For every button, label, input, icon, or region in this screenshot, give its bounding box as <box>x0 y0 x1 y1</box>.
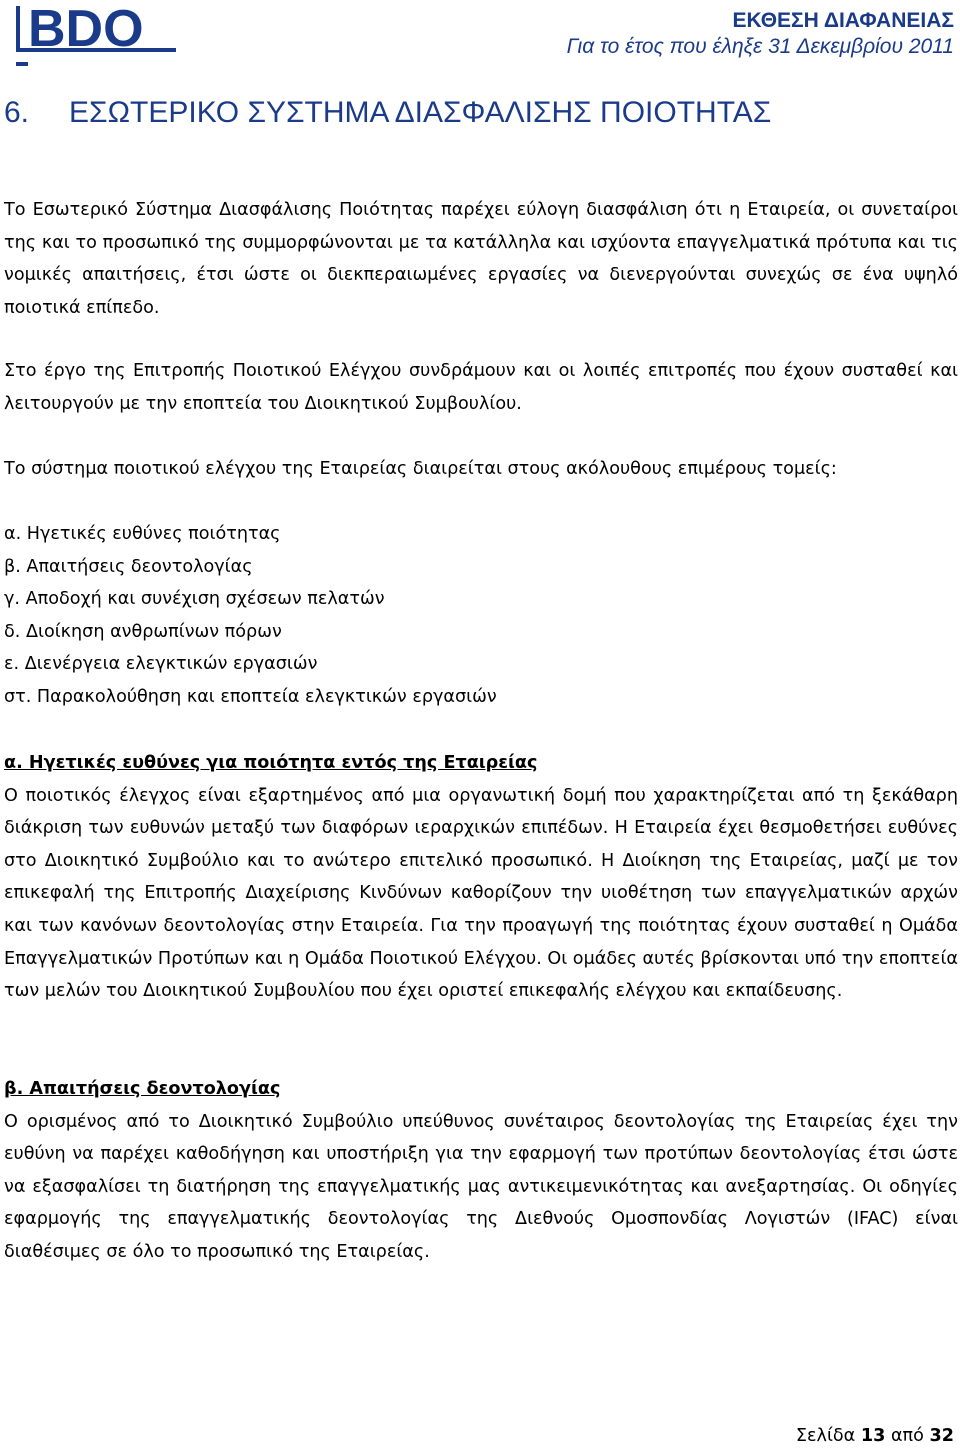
section-title: ΕΣΩΤΕΡΙΚΟ ΣΥΣΤΗΜΑ ΔΙΑΣΦΑΛΙΣΗΣ ΠΟΙΟΤΗΤΑΣ <box>69 96 772 129</box>
sectors-intro-paragraph <box>4 453 958 486</box>
subsection-heading: β. Απαιτήσεις δεοντολογίας <box>4 1079 281 1099</box>
section-heading <box>4 96 771 130</box>
subsection-leadership <box>4 747 958 1008</box>
intro-paragraph <box>4 194 958 324</box>
subsection-ethics <box>4 1073 958 1269</box>
logo-text: BDO <box>28 0 144 58</box>
logo-bracket-foot <box>16 62 28 66</box>
page-label: Σελίδα <box>795 1426 856 1446</box>
page-footer <box>796 1424 954 1448</box>
bdo-logo <box>2 0 182 68</box>
of-label: από <box>890 1426 924 1446</box>
total-pages: 32 <box>929 1426 954 1446</box>
subsection-heading: α. Ηγετικές ευθύνες για ποιότητα εντός της Εταιρείας <box>4 753 538 773</box>
committee-paragraph <box>4 355 958 420</box>
report-period: Για το έτος που έληξε 31 Δεκεμβρίου 2011 <box>566 35 954 58</box>
section-number: 6. <box>4 96 30 129</box>
sector-list <box>4 518 958 714</box>
paragraph-text: Το Εσωτερικό Σύστημα Διασφάλισης Ποιότητας παρέχει εύλογη διασφάλιση ότι η Εταιρεία, οι συνεταίροι της και το προσωπικό της συμμορφώνονται με τα κατάλληλα και ισχύοντα επαγγελματικά πρότυπα και τις νομικές απαιτήσεις, έτσι ώστε οι διεκπεραιωμένες εργασίες να διενεργούνται συνεχώς σε ένα υψηλό ποιοτικά επίπεδο. <box>4 200 958 318</box>
subsection-text: Ο ποιοτικός έλεγχος είναι εξαρτημένος από μια οργανωτική δομή που χαρακτηρίζεται από τη ξεκάθαρη διάκριση των ευθυνών μεταξύ των διαφόρων ιεραρχικών επιπέδων. Η Εταιρεία έχει θεσμοθετήσει ευθύνες στο Διοικητικό Συμβούλιο και το ανώτερο επιτελικό προσωπικό. Η Διοίκηση της Εταιρείας, μαζί με τον επικεφαλή της Επιτροπής Διαχείρισης Κινδύνων καθορίζουν την υιοθέτηση των επαγγελματικών αρχών και των κανόνων δεοντολογίας στην Εταιρεία. Για την προαγωγή της ποιότητας έχουν συσταθεί η Ομάδα Επαγγελματικών Προτύπων και η Ομάδα Ποιοτικού Ελέγχου. Οι ομάδες αυτές βρίσκονται υπό την εποπτεία των μελών του Διοικητικού Συμβουλίου που έχει οριστεί επικεφαλής ελέγχου και εκπαίδευσης. <box>4 785 958 1002</box>
logo-bracket-bar <box>16 6 20 52</box>
list-item: α. Ηγετικές ευθύνες ποιότητας <box>4 524 281 544</box>
paragraph-text: Στο έργο της Επιτροπής Ποιοτικού Ελέγχου συνδράμουν και οι λοιπές επιτροπές που έχουν συσταθεί και λειτουργούν με την εποπτεία του Διοικητικού Συμβουλίου. <box>4 361 958 414</box>
list-item: ε. Διενέργεια ελεγκτικών εργασιών <box>4 654 318 675</box>
page-number: 13 <box>860 1426 886 1446</box>
paragraph-text: Το σύστημα ποιοτικού ελέγχου της Εταιρείας διαιρείται στους ακόλουθους επιμέρους τομείς: <box>4 459 837 479</box>
report-title: ΕΚΘΕΣΗ ΔΙΑΦΑΝΕΙΑΣ <box>732 9 954 32</box>
list-item: β. Απαιτήσεις δεοντολογίας <box>4 556 253 577</box>
subsection-text: Ο ορισμένος από το Διοικητικό Συμβούλιο υπεύθυνος συνέταιρος δεοντολογίας της Εταιρείας έχει την ευθύνη να παρέχει καθοδήγηση και υποστήριξη για την εφαρμογή των προτύπων δεοντολογίας έτσι ώστε να εξασφαλίσει τη διατήρηση της επαγγελματικής μας αντικειμενικότητας και ανεξαρτησίας. Οι οδηγίες εφαρμογής της επαγγελματικής δεοντολογίας της Διεθνούς Ομοσπονδίας Λογιστών (IFAC) είναι διαθέσιμες σε όλο το προσωπικό της Εταιρείας. <box>4 1111 958 1262</box>
list-item: στ. Παρακολούθηση και εποπτεία ελεγκτικών εργασιών <box>4 686 497 707</box>
list-item: δ. Διοίκηση ανθρωπίνων πόρων <box>4 621 282 642</box>
report-header <box>567 8 954 60</box>
list-item: γ. Αποδοχή και συνέχιση σχέσεων πελατών <box>4 589 385 610</box>
